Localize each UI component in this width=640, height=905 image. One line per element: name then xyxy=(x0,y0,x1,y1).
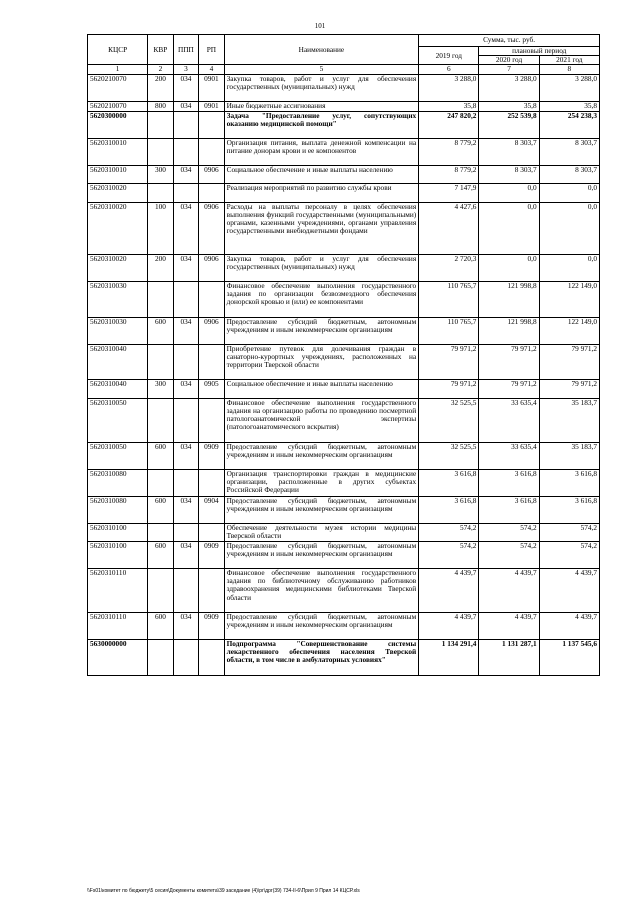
kvr-cell: 600 xyxy=(148,442,173,469)
rp-cell xyxy=(199,569,224,613)
ppp-cell xyxy=(173,569,198,613)
rp-cell: 0905 xyxy=(199,380,224,399)
rp-cell: 0904 xyxy=(199,496,224,523)
ppp-cell xyxy=(173,640,198,676)
rp-cell xyxy=(199,398,224,442)
sum-2021-cell: 4 439,7 xyxy=(539,569,599,613)
kvr-cell: 200 xyxy=(148,74,173,101)
ppp-cell: 034 xyxy=(173,442,198,469)
sum-2021-cell: 1 137 545,6 xyxy=(539,640,599,676)
sum-2021-cell: 122 149,0 xyxy=(539,317,599,344)
kvr-cell: 600 xyxy=(148,542,173,569)
name-cell: Организация транспортировки граждан в медицинские организации, расположенные в других субъектах Российской Федерации xyxy=(224,469,419,496)
sum-2020-cell: 35,8 xyxy=(479,101,539,111)
sum-2020-cell: 4 439,7 xyxy=(479,613,539,640)
sum-2020-cell: 1 131 287,1 xyxy=(479,640,539,676)
page-number: 101 xyxy=(314,22,326,30)
ppp-cell: 034 xyxy=(173,317,198,344)
sum-2020-cell: 0,0 xyxy=(479,202,539,255)
ppp-cell xyxy=(173,398,198,442)
column-number: 6 xyxy=(419,65,479,74)
kvr-cell: 300 xyxy=(148,165,173,184)
sum-2019-cell: 7 147,9 xyxy=(419,184,479,203)
rp-cell: 0906 xyxy=(199,317,224,344)
column-number: 5 xyxy=(224,65,419,74)
table-row xyxy=(88,613,600,640)
kcsr-cell: 5620310010 xyxy=(88,165,148,184)
sum-2021-cell: 35,8 xyxy=(539,101,599,111)
sum-2019-cell: 8 779,2 xyxy=(419,165,479,184)
kcsr-cell: 5620300000 xyxy=(88,111,148,138)
ppp-cell: 034 xyxy=(173,74,198,101)
rp-cell xyxy=(199,640,224,676)
sum-2020-cell: 79 971,2 xyxy=(479,380,539,399)
sum-2020-cell: 574,2 xyxy=(479,542,539,569)
kcsr-cell: 5620310010 xyxy=(88,138,148,165)
sum-2020-cell: 8 303,7 xyxy=(479,138,539,165)
name-cell: Закупка товаров, работ и услуг для обеспечения государственных (муниципальных) нужд xyxy=(224,74,419,101)
sum-2020-cell: 33 635,4 xyxy=(479,442,539,469)
table-row xyxy=(88,469,600,496)
kcsr-cell: 5620310040 xyxy=(88,380,148,399)
rp-cell: 0909 xyxy=(199,613,224,640)
kvr-cell xyxy=(148,398,173,442)
name-cell: Социальное обеспечение и иные выплаты населению xyxy=(224,380,419,399)
sum-2019-cell: 574,2 xyxy=(419,542,479,569)
kcsr-cell: 5620310020 xyxy=(88,184,148,203)
name-cell: Иные бюджетные ассигнования xyxy=(224,101,419,111)
sum-2021-cell: 8 303,7 xyxy=(539,138,599,165)
name-cell: Задача "Предоставление услуг, сопутствующих оказанию медицинской помощи" xyxy=(224,111,419,138)
rp-cell: 0906 xyxy=(199,202,224,255)
rp-cell xyxy=(199,523,224,542)
name-cell: Социальное обеспечение и иные выплаты населению xyxy=(224,165,419,184)
sum-2021-cell: 574,2 xyxy=(539,523,599,542)
kvr-cell: 800 xyxy=(148,101,173,111)
kcsr-cell: 5620310020 xyxy=(88,202,148,255)
sum-2021-cell: 35 183,7 xyxy=(539,442,599,469)
rp-cell xyxy=(199,282,224,318)
sum-2020-cell: 8 303,7 xyxy=(479,165,539,184)
header-sum: Сумма, тыс. руб. xyxy=(419,35,600,47)
column-number: 3 xyxy=(173,65,198,74)
kcsr-cell: 5620310080 xyxy=(88,469,148,496)
column-number: 4 xyxy=(199,65,224,74)
kvr-cell xyxy=(148,184,173,203)
table-row xyxy=(88,496,600,523)
kcsr-cell: 5620310030 xyxy=(88,282,148,318)
ppp-cell xyxy=(173,138,198,165)
budget-table xyxy=(87,34,600,676)
column-number: 7 xyxy=(479,65,539,74)
kvr-cell xyxy=(148,138,173,165)
sum-2020-cell: 3 616,8 xyxy=(479,496,539,523)
rp-cell: 0901 xyxy=(199,74,224,101)
table-row xyxy=(88,282,600,318)
sum-2020-cell: 574,2 xyxy=(479,523,539,542)
kcsr-cell: 5620310030 xyxy=(88,317,148,344)
sum-2021-cell: 0,0 xyxy=(539,184,599,203)
name-cell: Финансовое обеспечение выполнения государственного задания по библиотечному обслуживанию работников здравоохранения медицинскими библиотеками Тверской области xyxy=(224,569,419,613)
sum-2020-cell: 121 998,8 xyxy=(479,317,539,344)
ppp-cell xyxy=(173,344,198,380)
sum-2019-cell: 2 720,3 xyxy=(419,255,479,282)
sum-2019-cell: 3 288,0 xyxy=(419,74,479,101)
column-number: 1 xyxy=(88,65,148,74)
ppp-cell: 034 xyxy=(173,202,198,255)
rp-cell: 0906 xyxy=(199,255,224,282)
name-cell: Организация питания, выплата денежной компенсации на питание донорам крови и ее компонентов xyxy=(224,138,419,165)
sum-2021-cell: 35 183,7 xyxy=(539,398,599,442)
header-name: Наименование xyxy=(224,35,419,65)
rp-cell xyxy=(199,138,224,165)
name-cell: Предоставление субсидий бюджетным, автономным учреждениям и иным некоммерческим организациям xyxy=(224,442,419,469)
sum-2019-cell: 4 439,7 xyxy=(419,613,479,640)
kcsr-cell: 5620210070 xyxy=(88,74,148,101)
rp-cell xyxy=(199,111,224,138)
header-2020: 2020 год xyxy=(479,56,539,65)
name-cell: Закупка товаров, работ и услуг для обеспечения государственных (муниципальных) нужд xyxy=(224,255,419,282)
kvr-cell: 100 xyxy=(148,202,173,255)
sum-2020-cell: 0,0 xyxy=(479,255,539,282)
rp-cell xyxy=(199,469,224,496)
table-row xyxy=(88,569,600,613)
sum-2021-cell: 574,2 xyxy=(539,542,599,569)
kvr-cell: 300 xyxy=(148,380,173,399)
header-plan-period: плановый период xyxy=(479,47,600,56)
sum-2019-cell: 110 765,7 xyxy=(419,317,479,344)
kcsr-cell: 5620210070 xyxy=(88,101,148,111)
rp-cell: 0901 xyxy=(199,101,224,111)
ppp-cell: 034 xyxy=(173,613,198,640)
table-row xyxy=(88,398,600,442)
name-cell: Предоставление субсидий бюджетным, автономным учреждениям и иным некоммерческим организациям xyxy=(224,542,419,569)
sum-2019-cell: 35,8 xyxy=(419,101,479,111)
table-row xyxy=(88,138,600,165)
name-cell: Предоставление субсидий бюджетным, автономным учреждениям и иным некоммерческим организациям xyxy=(224,496,419,523)
table-row xyxy=(88,101,600,111)
sum-2019-cell: 247 820,2 xyxy=(419,111,479,138)
sum-2020-cell: 4 439,7 xyxy=(479,569,539,613)
header-code: КЦСР xyxy=(88,35,148,65)
table-row xyxy=(88,542,600,569)
kvr-cell xyxy=(148,111,173,138)
sum-2019-cell: 574,2 xyxy=(419,523,479,542)
sum-2019-cell: 3 616,8 xyxy=(419,496,479,523)
sum-2021-cell: 8 303,7 xyxy=(539,165,599,184)
sum-2020-cell: 121 998,8 xyxy=(479,282,539,318)
sum-2020-cell: 33 635,4 xyxy=(479,398,539,442)
table-row xyxy=(88,442,600,469)
column-number: 2 xyxy=(148,65,173,74)
rp-cell: 0909 xyxy=(199,442,224,469)
rp-cell xyxy=(199,344,224,380)
ppp-cell xyxy=(173,469,198,496)
kcsr-cell: 5620310110 xyxy=(88,613,148,640)
kvr-cell xyxy=(148,569,173,613)
header-ppp: ППП xyxy=(173,35,198,65)
name-cell: Финансовое обеспечение выполнения государственного задания по организации безвозмездного обеспечения донорской кровью и (или) ее компонентами xyxy=(224,282,419,318)
name-cell: Обеспечение деятельности музея истории медицины Тверской области xyxy=(224,523,419,542)
ppp-cell: 034 xyxy=(173,496,198,523)
name-cell: Подпрограмма "Совершенствование системы лекарственного обеспечения населения Тверской области, в том числе в амбулаторных условиях" xyxy=(224,640,419,676)
sum-2019-cell: 4 427,6 xyxy=(419,202,479,255)
name-cell: Приобретение путевок для долечивания граждан в санаторно-курортных учреждениях, расположенных на территории Тверской области xyxy=(224,344,419,380)
sum-2021-cell: 254 238,3 xyxy=(539,111,599,138)
sum-2021-cell: 79 971,2 xyxy=(539,344,599,380)
table-row xyxy=(88,165,600,184)
ppp-cell: 034 xyxy=(173,380,198,399)
sum-2021-cell: 3 616,8 xyxy=(539,469,599,496)
sum-2019-cell: 79 971,2 xyxy=(419,344,479,380)
sum-2021-cell: 0,0 xyxy=(539,202,599,255)
kcsr-cell: 5620310080 xyxy=(88,496,148,523)
sum-2021-cell: 0,0 xyxy=(539,255,599,282)
name-cell: Расходы на выплаты персоналу в целях обеспечения выполнения функций государственными (муниципальными) органами, казенными учреждениями, органами управления государственными внебюджетными фондами xyxy=(224,202,419,255)
table-row xyxy=(88,255,600,282)
sum-2019-cell: 1 134 291,4 xyxy=(419,640,479,676)
sum-2020-cell: 79 971,2 xyxy=(479,344,539,380)
table-row xyxy=(88,344,600,380)
sum-2020-cell: 0,0 xyxy=(479,184,539,203)
kvr-cell: 600 xyxy=(148,496,173,523)
table-row xyxy=(88,523,600,542)
table-row xyxy=(88,74,600,101)
ppp-cell: 034 xyxy=(173,165,198,184)
kvr-cell xyxy=(148,640,173,676)
kcsr-cell: 5620310050 xyxy=(88,398,148,442)
sum-2020-cell: 252 539,8 xyxy=(479,111,539,138)
ppp-cell xyxy=(173,523,198,542)
kvr-cell: 200 xyxy=(148,255,173,282)
file-path-footer: \\Fs01\комитет по бюджету\5 сесия\Документы комитета\39 заседание (4)\рг\дрг(39) 734-II-6\Прил 9 Прил 14 КЦСР.xls xyxy=(87,888,360,894)
ppp-cell xyxy=(173,111,198,138)
sum-2019-cell: 32 525,5 xyxy=(419,398,479,442)
kcsr-cell: 5620310040 xyxy=(88,344,148,380)
sum-2021-cell: 3 288,0 xyxy=(539,74,599,101)
kcsr-cell: 5620310100 xyxy=(88,542,148,569)
header-kvr: КВР xyxy=(148,35,173,65)
sum-2019-cell: 79 971,2 xyxy=(419,380,479,399)
sum-2021-cell: 3 616,8 xyxy=(539,496,599,523)
ppp-cell xyxy=(173,184,198,203)
ppp-cell: 034 xyxy=(173,255,198,282)
table-row xyxy=(88,317,600,344)
kcsr-cell: 5620310050 xyxy=(88,442,148,469)
name-cell: Реализация мероприятий по развитию службы крови xyxy=(224,184,419,203)
kvr-cell xyxy=(148,282,173,318)
kvr-cell: 600 xyxy=(148,613,173,640)
kcsr-cell: 5630000000 xyxy=(88,640,148,676)
kcsr-cell: 5620310100 xyxy=(88,523,148,542)
rp-cell: 0906 xyxy=(199,165,224,184)
sum-2020-cell: 3 288,0 xyxy=(479,74,539,101)
kcsr-cell: 5620310020 xyxy=(88,255,148,282)
rp-cell xyxy=(199,184,224,203)
table-row xyxy=(88,202,600,255)
header-rp: РП xyxy=(199,35,224,65)
table-row xyxy=(88,640,600,676)
sum-2021-cell: 122 149,0 xyxy=(539,282,599,318)
sum-2020-cell: 3 616,8 xyxy=(479,469,539,496)
name-cell: Предоставление субсидий бюджетным, автономным учреждениям и иным некоммерческим организациям xyxy=(224,613,419,640)
sum-2021-cell: 4 439,7 xyxy=(539,613,599,640)
rp-cell: 0909 xyxy=(199,542,224,569)
sum-2019-cell: 4 439,7 xyxy=(419,569,479,613)
table-row xyxy=(88,380,600,399)
header-2019: 2019 год xyxy=(419,47,479,65)
column-number: 8 xyxy=(539,65,599,74)
name-cell: Предоставление субсидий бюджетным, автономным учреждениям и иным некоммерческим организациям xyxy=(224,317,419,344)
kvr-cell xyxy=(148,344,173,380)
sum-2019-cell: 32 525,5 xyxy=(419,442,479,469)
kvr-cell: 600 xyxy=(148,317,173,344)
ppp-cell xyxy=(173,282,198,318)
ppp-cell: 034 xyxy=(173,542,198,569)
name-cell: Финансовое обеспечение выполнения государственного задания на организацию работы по проведению посмертной патологоанатомической экспертизы (патологоанатомического вскрытия) xyxy=(224,398,419,442)
sum-2019-cell: 3 616,8 xyxy=(419,469,479,496)
kcsr-cell: 5620310110 xyxy=(88,569,148,613)
sum-2019-cell: 8 779,2 xyxy=(419,138,479,165)
table-row xyxy=(88,184,600,203)
kvr-cell xyxy=(148,469,173,496)
kvr-cell xyxy=(148,523,173,542)
ppp-cell: 034 xyxy=(173,101,198,111)
table-row xyxy=(88,111,600,138)
header-2021: 2021 год xyxy=(539,56,599,65)
sum-2019-cell: 110 765,7 xyxy=(419,282,479,318)
sum-2021-cell: 79 971,2 xyxy=(539,380,599,399)
